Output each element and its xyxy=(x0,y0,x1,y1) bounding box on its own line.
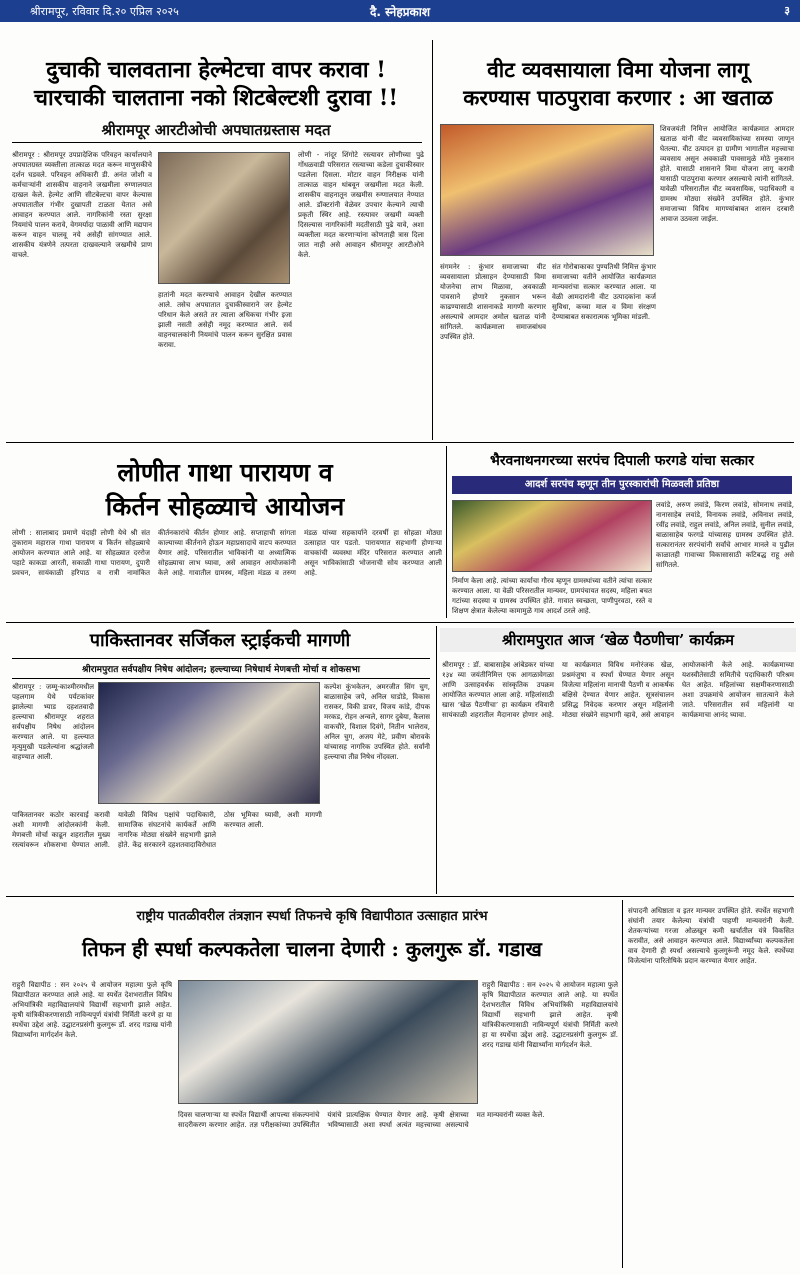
masthead-bar xyxy=(0,0,800,22)
article-sarpanch-body-3: लवांडे, अरुण लवांडे, किरण लवांडे, सोमनाथ लवांडे, नानासाहेब लवांडे, विनायक लवांडे, अविनाश लवांडे, रवींद्र लवांडे, राहुल लवांडे, अनिल लवांडे, सुनील लवांडे, बाळासाहेब फरगडे यांच्यासह ग्रामस्थ उपस्थित होते. सत्कारानंतर सरपंचांनी सर्वांचे आभार मानले व पुढील काळातही गावाच्या विकासासाठी कटिबद्ध राहू असे सांगितले. xyxy=(656,501,794,569)
headline-line1: वीट व्यवसायाला विमा योजना लागू xyxy=(487,57,749,82)
column-divider xyxy=(436,626,437,894)
section-divider xyxy=(6,442,794,443)
column-divider xyxy=(622,900,623,1268)
article-sarpanch-subhead: आदर्श सरपंच म्हणून तीन पुरस्कारांची मिळवली प्रतिष्ठा xyxy=(452,476,792,494)
article-tifan-body-side: राहुरी विद्यापीठ : सन २०२५ चे आयोजन महात्मा फुले कृषि विद्यापीठात करण्यात आले आहे. या स्पर्धेत देशभरातील विविध अभियांत्रिकी महाविद्यालयांचे विद्यार्थी सहभागी झाले आहेत. कृषी यांत्रिकीकरणासाठी नाविन्यपूर्ण यंत्रांची निर्मिती करणे हा या स्पर्धेचा उद्देश आहे. उद्घाटनप्रसंगी कुलगुरू डॉ. शरद गडाख यांनी विद्यार्थ्यांना मार्गदर्शन केले. xyxy=(482,981,618,1049)
article-sarpanch-headline: भैरवनाथनगरच्या सरपंच दिपाली फरगडे यांचा सत्कार xyxy=(489,453,755,469)
headline-line2: चारचाकी चालताना नको शिटबेल्टशी दुरावा !! xyxy=(33,85,399,111)
article-tifan-body-3: संपादनी अधिष्ठाता व इतर मान्यवर उपस्थित होते. स्पर्धेत सहभागी संघांनी तयार केलेल्या यंत्रांची पाहणी मान्यवरांनी केली. शेतकऱ्यांच्या गरजा ओळखून कमी खर्चातील यंत्रे विकसित करावीत, असे आवाहन करण्यात आले. विद्यार्थ्यांच्या कल्पकतेला वाव देणारी ही स्पर्धा असल्याचे कुलगुरूंनी नमूद केले. स्पर्धेच्या विजेत्यांना पारितोषिके प्रदान करण्यात येणार आहेत. xyxy=(628,907,794,965)
headline-line1: दुचाकी चालवताना हेल्मेटचा वापर करावा ! xyxy=(46,57,386,83)
article-helmet-body-3: लोणी - नांदूर शिंगोटे रस्त्यावर लोणीच्या पुढे गोंधळवाडी परिसरात रस्त्याच्या कडेला दुचाकीस्वार पडलेला दिसला. मोटार वाहन निरीक्षक यांनी तात्काळ वाहन थांबवून जखमीला मदत केली. शासकीय वाहनातून जखमीस रुग्णालयात नेण्यात आले. डॉक्टरांनी वेळेवर उपचार केल्याने त्याची प्रकृती स्थिर आहे. रस्त्यावर जखमी व्यक्ती दिसल्यास नागरिकांनी मदतीसाठी पुढे यावे, अशा व्यक्तीला मदत करणाऱ्यांना कोणताही त्रास दिला जात नाही असे आवाहन श्रीरामपूर आरटीओने केले. xyxy=(298,151,424,259)
headline-line1: लोणीत गाथा पारायण व xyxy=(117,458,333,487)
section-divider xyxy=(6,622,794,623)
article-katha-headline xyxy=(10,456,440,524)
article-paithani-headline: श्रीरामपुरात आज ‘खेळ पैठणीचा’ कार्यक्रम xyxy=(440,628,796,652)
article-brick-body-1: शिवजयंती निमित्त आयोजित कार्यक्रमात आमदार खताळ यांनी वीट व्यवसायिकांच्या समस्या जाणून घेतल्या. वीट उत्पादन हा ग्रामीण भागातील महत्त्वाचा व्यवसाय असून अवकाळी पावसामुळे मोठे नुकसान होते. यासाठी शासनाने विमा योजना लागू करावी यासाठी पाठपुरावा करणार असल्याचे त्यांनी सांगितले. यावेळी परिसरातील वीट व्यवसायिक, पदाधिकारी व ग्रामस्थ मोठ्या संख्येने उपस्थित होते. कुंभार समाजाच्या विविध मागण्यांबाबत शासन दरबारी आवाज उठवला जाईल. xyxy=(660,125,794,223)
headline-line2: किर्तन सोहळ्याचे आयोजन xyxy=(105,492,345,521)
felicitation-photo xyxy=(440,124,654,256)
article-katha-body: लोणी : सालाबाद प्रमाणे यंदाही लोणी येथे श्री संत तुकाराम महाराज गाथा पारायण व किर्तन सोहळ्याचे आयोजन करण्यात आले आहे. या सोहळ्यात दररोज पहाटे काकडा आरती, सकाळी गाथा पारायण, दुपारी प्रवचन, सायंकाळी हरिपाठ व रात्री नामांकित कीर्तनकारांचे कीर्तन होणार आहे. सप्ताहाची सांगता काल्याच्या कीर्तनाने होऊन महाप्रसादाचे वाटप करण्यात येणार आहे. परिसरातील भाविकांनी या अध्यात्मिक सोहळ्याचा लाभ घ्यावा, असे आवाहन आयोजकांनी केले आहे. गावातील ग्रामस्थ, महिला मंडळ व तरुण मंडळ यांच्या सहकार्याने दरवर्षी हा सोहळा मोठ्या उत्साहात पार पडतो. पारायणात सहभागी होणाऱ्या वाचकांची व्यवस्था मंदिर परिसरात करण्यात आली असून भाविकांसाठी भोजनाची सोय करण्यात आली आहे. xyxy=(12,529,442,577)
article-paithani-body: श्रीरामपूर : डॉ. बाबासाहेब आंबेडकर यांच्या १३४ व्या जयंतीनिमित्त एक आगळावेगळा आणि उत्साहवर्धक सांस्कृतिक उपक्रम आयोजित करण्यात आला आहे. महिलांसाठी खास ‘खेळ पैठणीचा’ हा कार्यक्रम रविवारी सायंकाळी शहरातील मैदानावर होणार आहे. या कार्यक्रमात विविध मनोरंजक खेळ, प्रश्नमंजुषा व स्पर्धा घेण्यात येणार असून विजेत्या महिलांना मानाची पैठणी व आकर्षक बक्षिसे देण्यात येणार आहेत. सूत्रसंचालन प्रसिद्ध निवेदक करणार असून महिलांनी मोठ्या संख्येने सहभागी व्हावे, असे आवाहन आयोजकांनी केले आहे. कार्यक्रमाच्या यशस्वीतेसाठी समितीचे पदाधिकारी परिश्रम घेत आहेत. महिलांच्या सक्षमीकरणासाठी अशा उपक्रमांचे आयोजन सातत्याने केले जाते. परिसरातील सर्व महिलांनी या कार्यक्रमाचा आनंद घ्यावा. xyxy=(442,661,794,719)
article-brick-body-2: संत गोरोबाकाका पुण्यतिथी निमित्त कुंभार समाजाच्या वतीने आयोजित कार्यक्रमात मान्यवरांचा सत्कार करण्यात आला. या वेळी आमदारांनी वीट उत्पादकांना कर्ज सुविधा, कच्चा माल व विमा संरक्षण देण्याबाबत सकारात्मक भूमिका मांडली. xyxy=(552,263,656,321)
article-helmet-body-1: श्रीरामपूर : श्रीरामपूर उपप्रादेशिक परिवहन कार्यालयाने अपघातग्रस्त व्यक्तीला तात्काळ मदत करून माणुसकीचे दर्शन घडवले. परिवहन अधिकारी डी. अनंत जोशी व कर्मचाऱ्यांनी शासकीय वाहनाने जखमीला रुग्णालयात दाखल केले. हेल्मेट आणि सीटबेल्टचा वापर केल्यास अपघातातील गंभीर दुखापती टाळता येतात असे आवाहन करण्यात आले. नागरिकांनी रस्ता सुरक्षा नियमांचे पालन करावे, वेगमर्यादा पाळावी आणि मद्यपान करून वाहन चालवू नये असेही सांगण्यात आले. शासकीय यंत्रणेने तत्परता दाखवल्याने जखमीचे प्राण वाचले. xyxy=(12,151,152,259)
column-divider xyxy=(432,40,433,440)
header-date: श्रीरामपूर, रविवार दि.२० एप्रिल २०२५ xyxy=(30,5,179,18)
article-tifan-body-2: दिवस चालणाऱ्या या स्पर्धेत विद्यार्थी आपल्या संकल्पनांचे सादरीकरण करणार आहेत. तज्ञ परीक्षकांच्या उपस्थितीत यंत्रांचे प्रात्यक्षिक घेण्यात येणार आहे. कृषी क्षेत्राच्या भविष्यासाठी अशा स्पर्धा अत्यंत महत्त्वाच्या असल्याचे मत मान्यवरांनी व्यक्त केले. xyxy=(178,1111,545,1129)
tifan-inauguration-photo xyxy=(178,980,478,1104)
article-tifan-headline: तिफन ही स्पर्धा कल्पकतेला चालना देणारी : कुलगुरू डॉ. गडाख xyxy=(6,936,618,962)
divider xyxy=(12,142,422,143)
newspaper-name: दै. स्नेहप्रकाश xyxy=(369,5,431,19)
article-tifan-kicker: राष्ट्रीय पातळीवरील तंत्रज्ञान स्पर्धा तिफनचे कृषि विद्यापीठात उत्साहात प्रारंभ xyxy=(136,909,488,924)
column-divider xyxy=(446,446,447,618)
article-strike-body-1: श्रीरामपूर : जम्मू-काश्मीरमधील पहलगाम येथे पर्यटकांवर झालेल्या भ्याड दहशतवादी हल्ल्याचा श्रीरामपूर शहरात सर्वपक्षीय निषेध आंदोलन करण्यात आले. या हल्ल्यात मृत्युमुखी पडलेल्यांना श्रद्धांजली वाहण्यात आली. xyxy=(12,683,94,761)
article-strike-body-2: पाकिस्तानवर कठोर कारवाई करावी अशी मागणी आंदोलकांनी केली. मेणबत्ती मोर्चा काढून शहरातील मुख्य रस्त्यांवरून शोकसभा घेण्यात आली. यावेळी विविध पक्षांचे पदाधिकारी, सामाजिक संघटनांचे कार्यकर्ते आणि नागरिक मोठ्या संख्येने सहभागी झाले होते. केंद्र सरकारने दहशतवादाविरोधात ठोस भूमिका घ्यावी, अशी मागणी करण्यात आली. xyxy=(12,811,322,849)
article-strike-headline: पाकिस्तानवर सर्जिकल स्ट्राईकची मागणी xyxy=(89,630,351,651)
sarpanch-felicitation-photo xyxy=(452,500,652,572)
article-brick-headline xyxy=(438,56,798,112)
section-divider xyxy=(6,896,794,897)
accident-help-photo xyxy=(158,152,290,284)
article-brick-caption: संगमनेर : कुंभार समाजाच्या वीट व्यवसायाला प्रोत्साहन देण्यासाठी विमा योजनेचा लाभ मिळावा, अवकाळी पावसाने होणारे नुकसान भरून काढण्यासाठी शासनाकडे मागणी करणार असल्याचे आमदार अमोल खताळ यांनी सांगितले. कार्यक्रमाला समाजबांधव उपस्थित होते. xyxy=(440,263,546,341)
article-helmet-subhead: श्रीरामपूर आरटीओची अपघातग्रस्तास मदत xyxy=(101,121,331,139)
article-strike-body-3: कल्पेश कुंभकेतन, अमरजीत सिंग चुग, बाळासाहेब जपे, अनिल घाडोडे, विकास रासकर, विकी डावर, विजय कांडे, दीपक मरकड, रोहन अन्वले, सागर दुबेया, कैलास वाकचौरे, विशाल दिवंगे, नितीन भालेराव, अनिल चुग, अजय मेटे, प्रवीण बोरावके यांच्यासह नागरिक उपस्थित होते. सर्वांनी हल्ल्याचा तीव्र निषेध नोंदवला. xyxy=(324,683,430,761)
page-number: ३ xyxy=(784,4,790,17)
protest-photo xyxy=(98,682,320,804)
article-strike-subhead: श्रीरामपुरात सर्वपक्षीय निषेध आंदोलन; हल्ल्याच्या निषेधार्थ मेणबत्ती मोर्चा व शोकसभा xyxy=(12,658,430,679)
article-tifan-body-1: राहुरी विद्यापीठ : सन २०२५ चे आयोजन महात्मा फुले कृषि विद्यापीठात करण्यात आले आहे. या स्पर्धेत देशभरातील विविध अभियांत्रिकी महाविद्यालयांचे विद्यार्थी सहभागी झाले आहेत. कृषी यांत्रिकीकरणासाठी नाविन्यपूर्ण यंत्रांची निर्मिती करणे हा या स्पर्धेचा उद्देश आहे. उद्घाटनप्रसंगी कुलगुरू डॉ. शरद गडाख यांनी विद्यार्थ्यांना मार्गदर्शन केले. xyxy=(12,981,172,1039)
article-helmet-headline xyxy=(6,56,426,112)
article-sarpanch-body-2: निर्माण केला आहे. त्यांच्या कार्याचा गौरव म्हणून ग्रामस्थांच्या वतीने त्यांचा सत्कार करण्यात आला. या वेळी परिसरातील मान्यवर, ग्रामपंचायत सदस्य, महिला बचत गटांच्या सदस्या व ग्रामस्थ उपस्थित होते. गावात स्वच्छता, पाणीपुरवठा, रस्ते व शिक्षण क्षेत्रात केलेल्या कामामुळे गाव आदर्श ठरले आहे. xyxy=(452,577,652,615)
headline-line2: करण्यास पाठपुरावा करणार : आ खताळ xyxy=(463,85,773,110)
article-helmet-body-2: हातांनी मदत करण्याचे आवाहन देखील करण्यात आले. तसेच अपघातात दुचाकीस्वाराने जर हेल्मेट परिधान केले असते तर त्याला अधिकचा गंभीर इजा झाली नसती असेही नमूद करण्यात आले. सर्व वाहनचालकांनी नियमांचे पालन करून सुरक्षित प्रवास करावा. xyxy=(158,291,292,349)
